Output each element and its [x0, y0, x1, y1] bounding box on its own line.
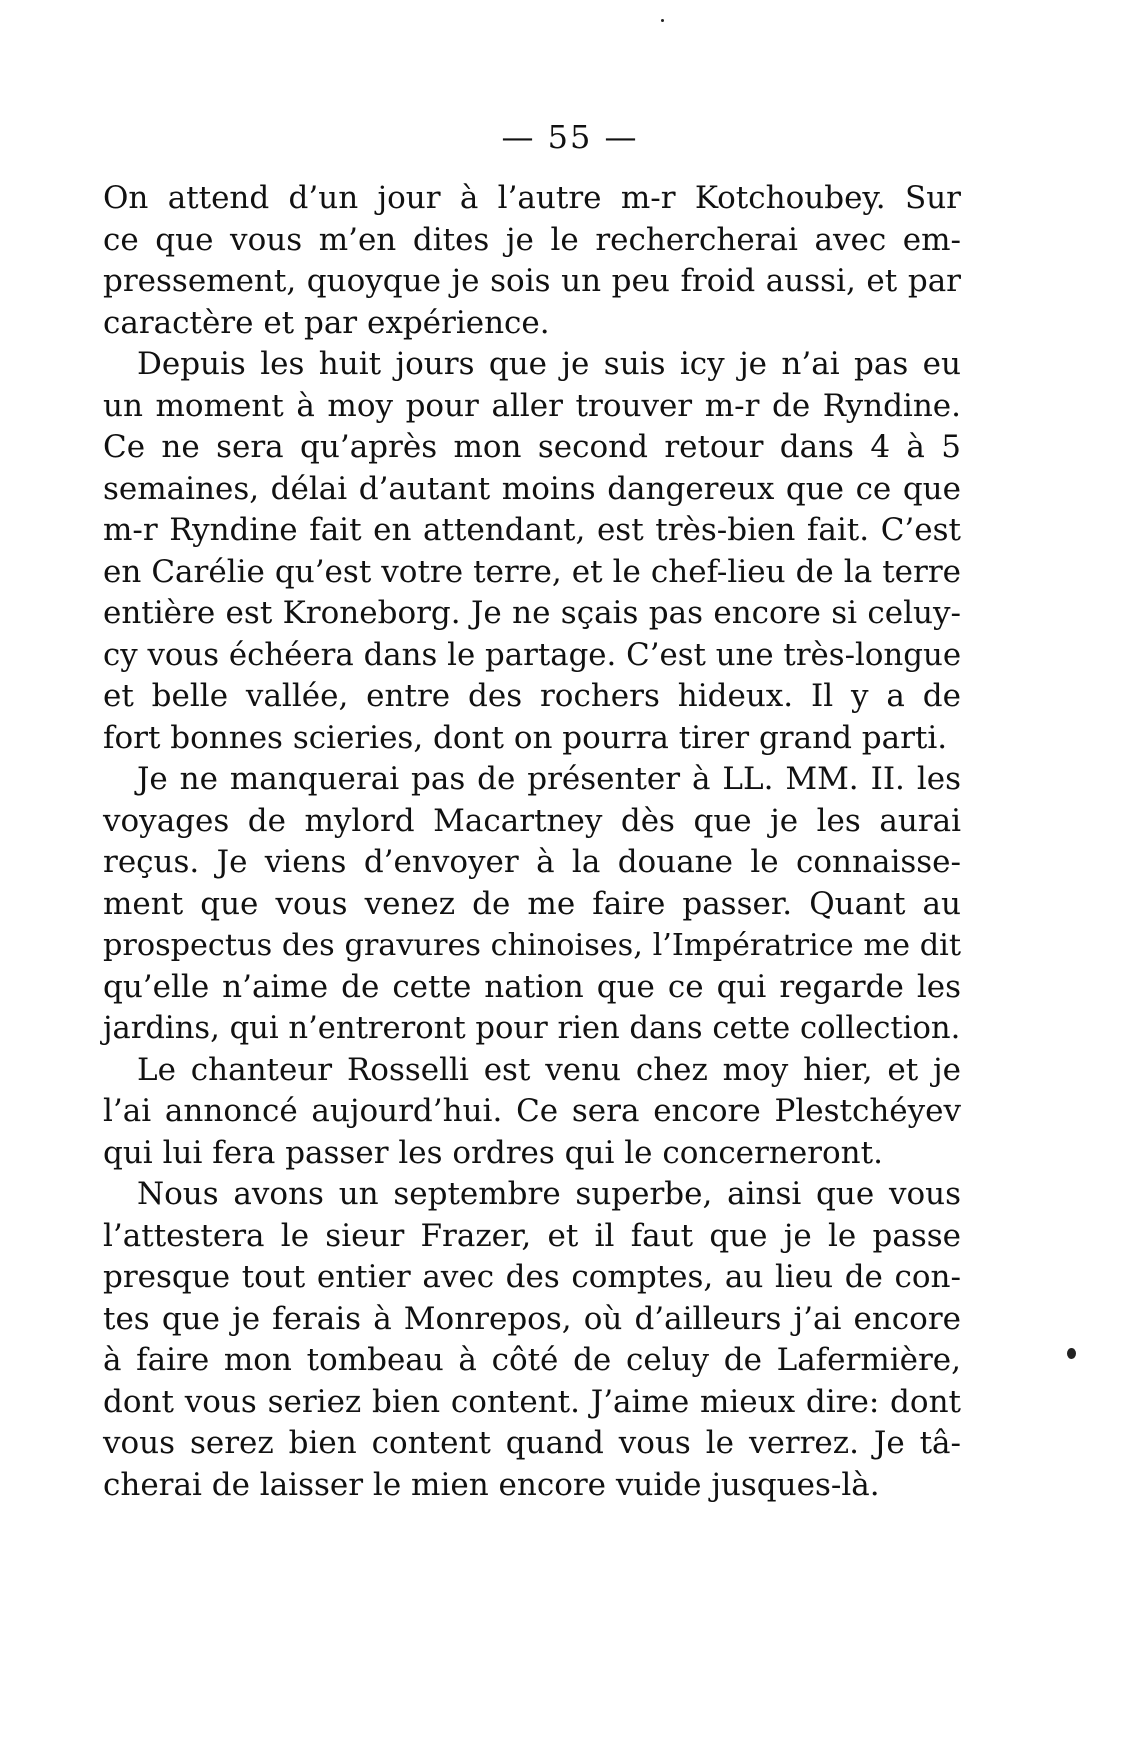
text-line: Je ne manquerai pas de présenter à LL. MM. II. les	[137, 761, 961, 797]
text-line: cherai de laisser le mien encore vuide jusques-là.	[103, 1466, 880, 1503]
scan-speck	[661, 19, 664, 22]
paragraph	[103, 344, 961, 759]
text-line: fort bonnes scieries, dont on pourra tirer grand parti.	[103, 719, 948, 756]
text-line: en Carélie qu’est votre terre, et le chef-lieu de la terre	[103, 553, 961, 590]
text-line: l’attestera le sieur Frazer, et il faut que je le passe	[103, 1217, 961, 1254]
text-line: ment que vous venez de me faire passer. Quant au	[103, 885, 961, 922]
text-line: jardins, qui n’entreront pour rien dans cette collection.	[103, 1011, 961, 1046]
text-line: Ce ne sera qu’après mon second retour dans 4 à 5	[103, 429, 961, 465]
text-line: cy vous échéera dans le partage. C’est une très-longue	[103, 636, 962, 673]
text-line: dont vous seriez bien content. J’aime mieux dire: dont	[103, 1383, 961, 1420]
text-line: m-r Ryndine fait en attendant, est très-bien fait. C’est	[103, 512, 961, 548]
text-line: voyages de mylord Macartney dès que je les aurai	[103, 802, 961, 839]
text-line: presque tout entier avec des comptes, au lieu de con-	[103, 1259, 961, 1295]
text-line: Depuis les huit jours que je suis icy je n’ai pas eu	[137, 346, 961, 382]
paragraph	[103, 1050, 961, 1175]
text-line: qu’elle n’aime de cette nation que ce qui regarde les	[103, 968, 961, 1005]
text-line: qui lui fera passer les ordres qui le concerneront.	[103, 1134, 883, 1171]
text-line: ce que vous m’en dites je le rechercherai avec em-	[103, 221, 961, 258]
page-number: — 55 —	[501, 118, 639, 156]
text-line: Nous avons un septembre superbe, ainsi que vous	[137, 1176, 961, 1212]
text-line: entière est Kroneborg. Je ne sçais pas encore si celuy-	[103, 595, 961, 631]
paragraph	[103, 1174, 961, 1506]
text-line: vous serez bien content quand vous le verrez. Je tâ-	[103, 1425, 961, 1461]
text-line: Le chanteur Rosselli est venu chez moy hier, et je	[137, 1051, 961, 1088]
paragraph	[103, 759, 961, 1050]
text-line: tes que je ferais à Monrepos, où d’ailleurs j’ai encore	[103, 1300, 961, 1337]
text-line: prospectus des gravures chinoises, l’Impératrice me dit	[103, 928, 961, 963]
text-line: un moment à moy pour aller trouver m-r de Ryndine.	[103, 387, 961, 424]
scan-speck	[1067, 1348, 1076, 1359]
text-line: semaines, délai d’autant moins dangereux que ce que	[103, 470, 961, 507]
body-text	[103, 178, 961, 1506]
text-line: et belle vallée, entre des rochers hideux. Il y a de	[103, 678, 961, 714]
text-line: à faire mon tombeau à côté de celuy de Lafermière,	[103, 1342, 961, 1378]
text-line: reçus. Je viens d’envoyer à la douane le connaisse-	[103, 844, 961, 880]
text-line: caractère et par expérience.	[103, 304, 550, 341]
text-line: On attend d’un jour à l’autre m-r Kotchoubey. Sur	[103, 180, 961, 216]
paragraph	[103, 178, 961, 344]
text-line: l’ai annoncé aujourd’hui. Ce sera encore Plestchéyev	[103, 1093, 961, 1129]
text-line: pressement, quoyque je sois un peu froid aussi, et par	[103, 263, 961, 299]
